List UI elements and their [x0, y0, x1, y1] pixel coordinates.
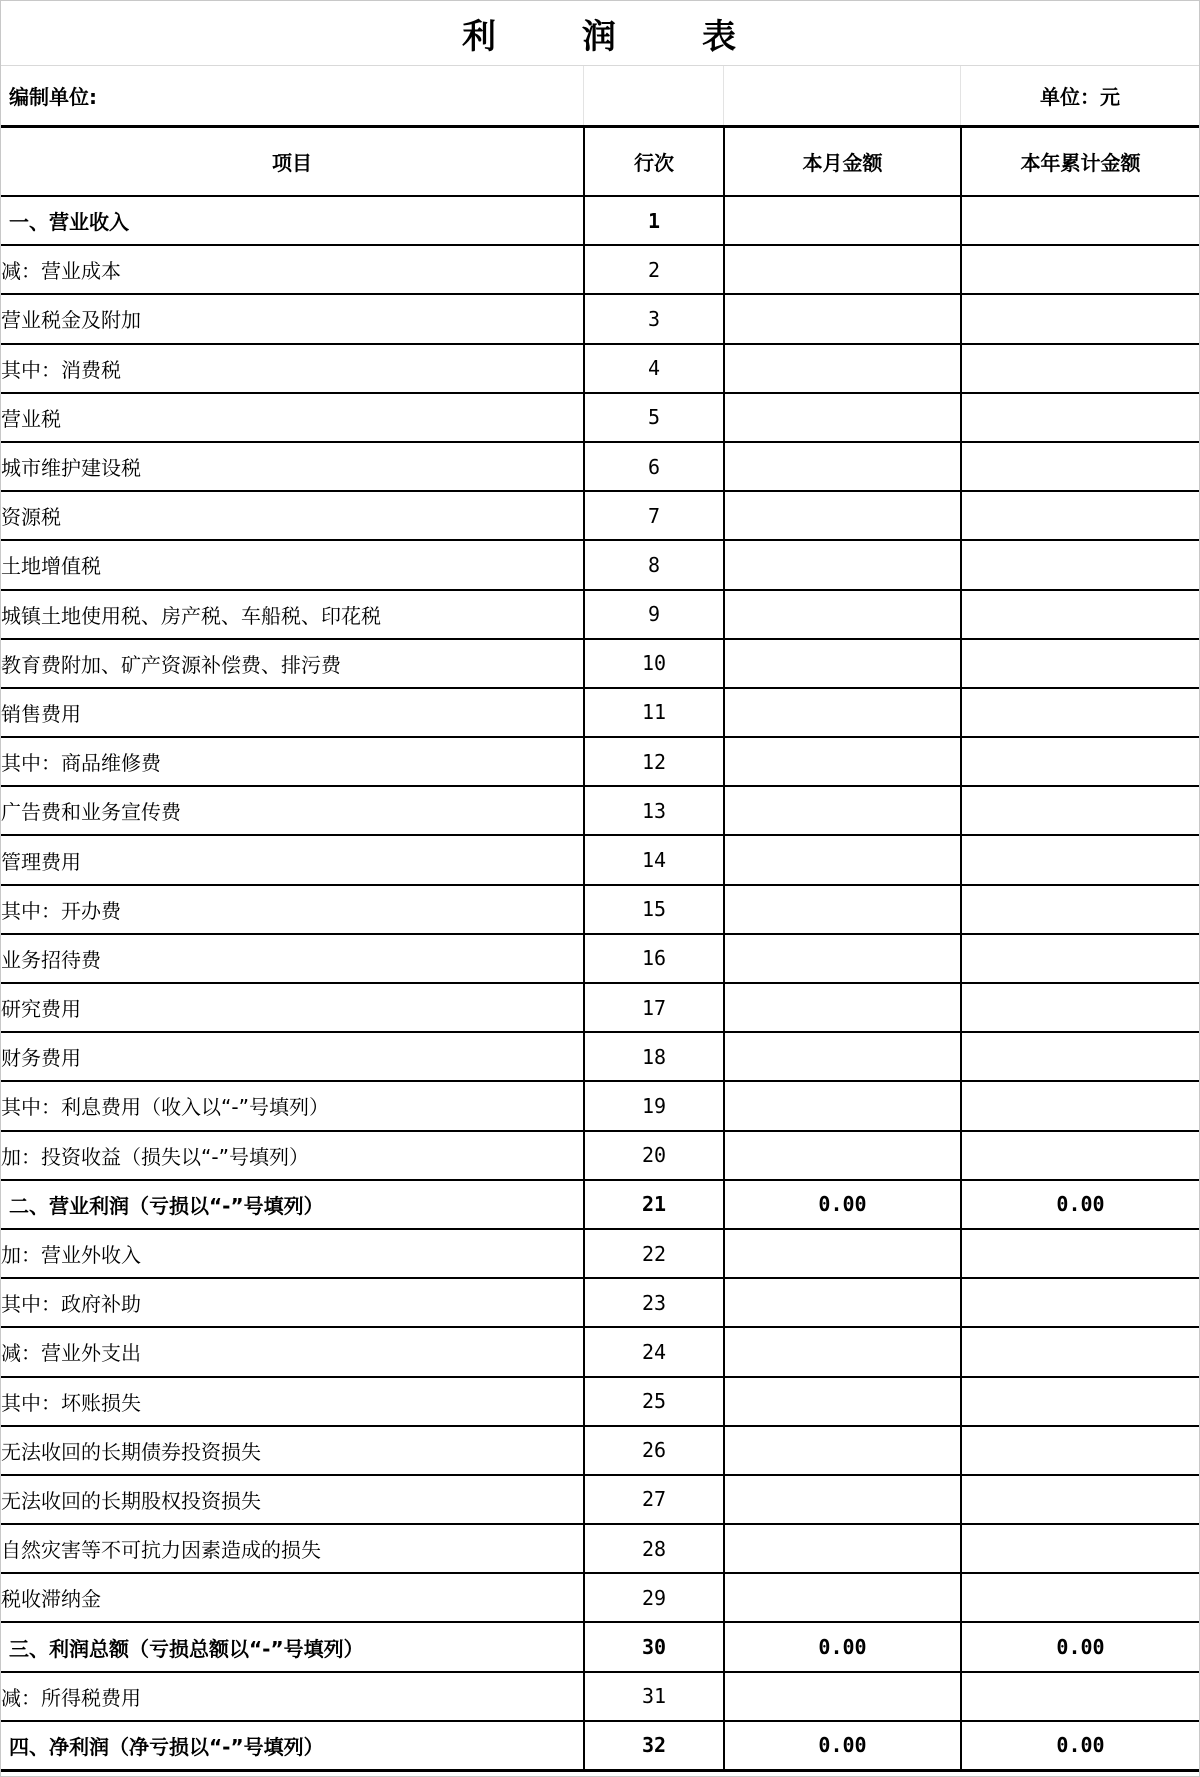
table-row [1, 590, 1199, 639]
row-item-cell[interactable]: 减：营业成本 [1, 245, 584, 294]
column-header-item[interactable]: 项目 [1, 128, 584, 196]
table-row [1, 1278, 1199, 1327]
row-ytd-amount-cell[interactable] [961, 590, 1199, 639]
row-item-cell[interactable]: 无法收回的长期股权投资损失 [1, 1475, 584, 1524]
row-ytd-amount-cell[interactable] [961, 1524, 1199, 1573]
table-row [1, 294, 1199, 343]
row-line-cell[interactable]: 13 [584, 786, 724, 835]
table-row [1, 491, 1199, 540]
row-ytd-amount-cell[interactable] [961, 1573, 1199, 1622]
row-ytd-amount-cell[interactable] [961, 344, 1199, 393]
row-item-cell[interactable]: 加：营业外收入 [1, 1229, 584, 1278]
row-month-amount-cell[interactable] [724, 245, 961, 294]
row-ytd-amount-cell[interactable] [961, 1426, 1199, 1475]
row-line-cell[interactable]: 27 [584, 1475, 724, 1524]
row-item-cell[interactable]: 一、营业收入 [1, 196, 584, 245]
row-item-cell[interactable]: 营业税金及附加 [1, 294, 584, 343]
currency-unit-label[interactable]: 单位：元 [1040, 85, 1120, 109]
row-ytd-amount-cell[interactable] [961, 835, 1199, 884]
row-line-cell[interactable]: 30 [584, 1622, 724, 1671]
row-ytd-amount-cell[interactable]: 0.00 [961, 1622, 1199, 1671]
row-line-cell[interactable]: 2 [584, 245, 724, 294]
row-month-amount-cell[interactable] [724, 737, 961, 786]
row-month-amount-cell[interactable] [724, 1573, 961, 1622]
row-ytd-amount-cell[interactable] [961, 491, 1199, 540]
row-month-amount-cell[interactable] [724, 688, 961, 737]
row-item-cell[interactable]: 其中：商品维修费 [1, 737, 584, 786]
row-line-cell[interactable]: 16 [584, 934, 724, 983]
table-row [1, 1327, 1199, 1376]
table-row [1, 1672, 1199, 1721]
row-item-cell[interactable]: 业务招待费 [1, 934, 584, 983]
table-row [1, 1475, 1199, 1524]
table-row [1, 540, 1199, 589]
row-month-amount-cell[interactable] [724, 885, 961, 934]
row-month-amount-cell[interactable] [724, 1081, 961, 1130]
table-row [1, 442, 1199, 491]
row-ytd-amount-cell[interactable] [961, 1081, 1199, 1130]
row-month-amount-cell[interactable] [724, 344, 961, 393]
row-month-amount-cell[interactable] [724, 1278, 961, 1327]
row-item-cell[interactable]: 加：投资收益（损失以“-”号填列） [1, 1131, 584, 1180]
row-month-amount-cell[interactable]: 0.00 [724, 1622, 961, 1671]
table-row [1, 1426, 1199, 1475]
row-line-cell[interactable]: 21 [584, 1180, 724, 1229]
row-month-amount-cell[interactable] [724, 1426, 961, 1475]
row-line-cell[interactable]: 10 [584, 639, 724, 688]
compiling-unit-label[interactable]: 编制单位: [1, 66, 584, 125]
row-item-cell[interactable]: 研究费用 [1, 983, 584, 1032]
row-item-cell[interactable]: 销售费用 [1, 688, 584, 737]
row-line-cell[interactable]: 7 [584, 491, 724, 540]
table-row [1, 1377, 1199, 1426]
row-month-amount-cell[interactable] [724, 835, 961, 884]
row-item-cell[interactable]: 四、净利润（净亏损以“-”号填列） [1, 1721, 584, 1771]
table-header-row [1, 128, 1199, 196]
row-month-amount-cell[interactable] [724, 1475, 961, 1524]
row-ytd-amount-cell[interactable] [961, 1032, 1199, 1081]
row-ytd-amount-cell[interactable] [961, 1672, 1199, 1721]
row-line-cell[interactable]: 25 [584, 1377, 724, 1426]
row-line-cell[interactable]: 15 [584, 885, 724, 934]
row-line-cell[interactable]: 31 [584, 1672, 724, 1721]
table-row [1, 639, 1199, 688]
row-item-cell[interactable]: 自然灾害等不可抗力因素造成的损失 [1, 1524, 584, 1573]
row-month-amount-cell[interactable] [724, 1672, 961, 1721]
sheet-title [1, 1, 1199, 66]
column-header-month-amount[interactable]: 本月金额 [724, 128, 961, 196]
row-item-cell[interactable]: 城市维护建设税 [1, 442, 584, 491]
row-line-cell[interactable]: 18 [584, 1032, 724, 1081]
row-month-amount-cell[interactable]: 0.00 [724, 1721, 961, 1771]
row-item-cell[interactable]: 二、营业利润（亏损以“-”号填列） [1, 1180, 584, 1229]
row-month-amount-cell[interactable] [724, 540, 961, 589]
row-ytd-amount-cell[interactable] [961, 1475, 1199, 1524]
row-ytd-amount-cell[interactable] [961, 1327, 1199, 1376]
row-month-amount-cell[interactable] [724, 1377, 961, 1426]
title-char: 利 [462, 16, 498, 57]
row-line-cell[interactable]: 32 [584, 1721, 724, 1771]
row-month-amount-cell[interactable] [724, 1131, 961, 1180]
table-row [1, 1131, 1199, 1180]
title-char: 润 [582, 16, 618, 57]
row-line-cell[interactable]: 4 [584, 344, 724, 393]
row-item-cell[interactable]: 三、利润总额（亏损总额以“-”号填列） [1, 1622, 584, 1671]
row-month-amount-cell[interactable] [724, 983, 961, 1032]
table-row [1, 934, 1199, 983]
income-table [1, 128, 1199, 1772]
row-ytd-amount-cell[interactable] [961, 1131, 1199, 1180]
table-row [1, 835, 1199, 884]
row-month-amount-cell[interactable] [724, 196, 961, 245]
row-item-cell[interactable]: 资源税 [1, 491, 584, 540]
row-item-cell[interactable]: 管理费用 [1, 835, 584, 884]
table-row [1, 393, 1199, 442]
table-row [1, 245, 1199, 294]
row-item-cell[interactable]: 财务费用 [1, 1032, 584, 1081]
row-ytd-amount-cell[interactable] [961, 983, 1199, 1032]
table-row [1, 1524, 1199, 1573]
table-row [1, 1032, 1199, 1081]
row-line-cell[interactable]: 29 [584, 1573, 724, 1622]
row-line-cell[interactable]: 5 [584, 393, 724, 442]
row-ytd-amount-cell[interactable] [961, 688, 1199, 737]
row-line-cell[interactable]: 14 [584, 835, 724, 884]
row-ytd-amount-cell[interactable] [961, 442, 1199, 491]
table-row [1, 688, 1199, 737]
row-line-cell[interactable]: 24 [584, 1327, 724, 1376]
table-row [1, 1721, 1199, 1771]
row-ytd-amount-cell[interactable] [961, 393, 1199, 442]
row-item-cell[interactable]: 其中：消费税 [1, 344, 584, 393]
row-item-cell[interactable]: 教育费附加、矿产资源补偿费、排污费 [1, 639, 584, 688]
row-line-cell[interactable]: 20 [584, 1131, 724, 1180]
row-month-amount-cell[interactable] [724, 491, 961, 540]
row-item-cell[interactable]: 其中：坏账损失 [1, 1377, 584, 1426]
row-month-amount-cell[interactable] [724, 590, 961, 639]
row-ytd-amount-cell[interactable] [961, 786, 1199, 835]
row-ytd-amount-cell[interactable] [961, 639, 1199, 688]
table-row [1, 885, 1199, 934]
table-row [1, 983, 1199, 1032]
table-row [1, 1180, 1199, 1229]
table-row [1, 344, 1199, 393]
row-line-cell[interactable]: 9 [584, 590, 724, 639]
row-ytd-amount-cell[interactable] [961, 1278, 1199, 1327]
row-ytd-amount-cell[interactable] [961, 1377, 1199, 1426]
row-month-amount-cell[interactable] [724, 1524, 961, 1573]
row-item-cell[interactable]: 土地增值税 [1, 540, 584, 589]
row-line-cell[interactable]: 23 [584, 1278, 724, 1327]
meta-row [1, 66, 1199, 128]
row-line-cell[interactable]: 8 [584, 540, 724, 589]
row-line-cell[interactable]: 12 [584, 737, 724, 786]
row-month-amount-cell[interactable] [724, 639, 961, 688]
column-header-ytd-amount[interactable]: 本年累计金额 [961, 128, 1199, 196]
row-month-amount-cell[interactable] [724, 294, 961, 343]
row-line-cell[interactable]: 28 [584, 1524, 724, 1573]
row-ytd-amount-cell[interactable]: 0.00 [961, 1721, 1199, 1771]
row-month-amount-cell[interactable] [724, 1327, 961, 1376]
row-ytd-amount-cell[interactable] [961, 196, 1199, 245]
row-ytd-amount-cell[interactable] [961, 885, 1199, 934]
row-item-cell[interactable]: 其中：政府补助 [1, 1278, 584, 1327]
row-ytd-amount-cell[interactable] [961, 737, 1199, 786]
row-ytd-amount-cell[interactable] [961, 245, 1199, 294]
row-item-cell[interactable]: 广告费和业务宣传费 [1, 786, 584, 835]
row-item-cell[interactable]: 减：营业外支出 [1, 1327, 584, 1376]
meta-cell-empty[interactable] [584, 66, 724, 125]
row-line-cell[interactable]: 22 [584, 1229, 724, 1278]
row-month-amount-cell[interactable]: 0.00 [724, 1180, 961, 1229]
row-month-amount-cell[interactable] [724, 1229, 961, 1278]
row-line-cell[interactable]: 19 [584, 1081, 724, 1130]
row-item-cell[interactable]: 税收滞纳金 [1, 1573, 584, 1622]
row-month-amount-cell[interactable] [724, 786, 961, 835]
row-item-cell[interactable]: 其中：开办费 [1, 885, 584, 934]
row-month-amount-cell[interactable] [724, 934, 961, 983]
table-row [1, 1622, 1199, 1671]
row-line-cell[interactable]: 11 [584, 688, 724, 737]
row-ytd-amount-cell[interactable]: 0.00 [961, 1180, 1199, 1229]
row-line-cell[interactable]: 17 [584, 983, 724, 1032]
row-item-cell[interactable]: 城镇土地使用税、房产税、车船税、印花税 [1, 590, 584, 639]
row-ytd-amount-cell[interactable] [961, 294, 1199, 343]
row-line-cell[interactable]: 3 [584, 294, 724, 343]
row-item-cell[interactable]: 减：所得税费用 [1, 1672, 584, 1721]
row-line-cell[interactable]: 26 [584, 1426, 724, 1475]
table-row [1, 1229, 1199, 1278]
table-row [1, 786, 1199, 835]
row-ytd-amount-cell[interactable] [961, 1229, 1199, 1278]
row-month-amount-cell[interactable] [724, 442, 961, 491]
row-ytd-amount-cell[interactable] [961, 934, 1199, 983]
table-row [1, 737, 1199, 786]
row-line-cell[interactable]: 6 [584, 442, 724, 491]
row-item-cell[interactable]: 无法收回的长期债券投资损失 [1, 1426, 584, 1475]
title-char: 表 [702, 16, 738, 57]
column-header-line[interactable]: 行次 [584, 128, 724, 196]
row-ytd-amount-cell[interactable] [961, 540, 1199, 589]
row-month-amount-cell[interactable] [724, 1032, 961, 1081]
row-month-amount-cell[interactable] [724, 393, 961, 442]
row-item-cell[interactable]: 其中：利息费用（收入以“-”号填列） [1, 1081, 584, 1130]
table-row [1, 1081, 1199, 1130]
table-row [1, 1573, 1199, 1622]
meta-cell-empty[interactable] [724, 66, 961, 125]
row-item-cell[interactable]: 营业税 [1, 393, 584, 442]
table-row [1, 196, 1199, 245]
row-line-cell[interactable]: 1 [584, 196, 724, 245]
